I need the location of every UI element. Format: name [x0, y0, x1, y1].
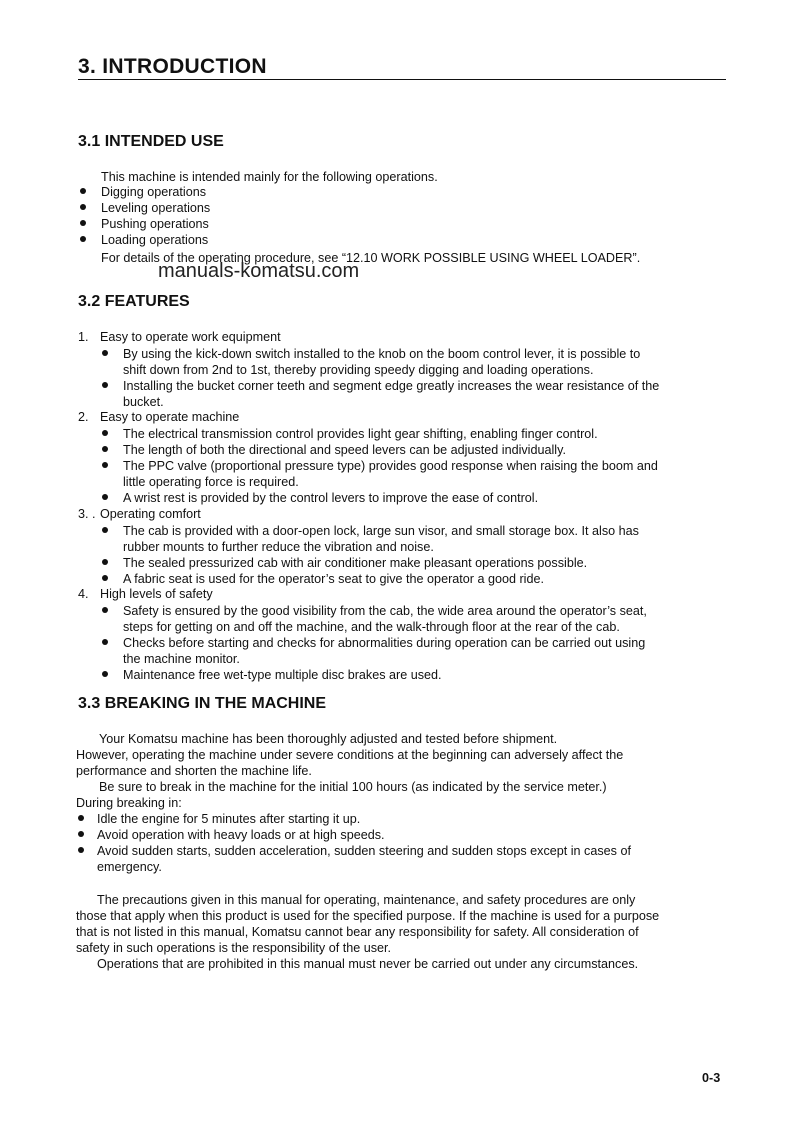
prohibited-operations-text: Operations that are prohibited in this manual must never be carried out under any circumstances.	[97, 957, 639, 971]
bullet-dot	[80, 204, 86, 210]
precautions-text: The precautions given in this manual for operating, maintenance, and safety procedures are only	[97, 893, 636, 907]
bullet-dot	[102, 639, 108, 645]
feature-line: The length of both the directional and speed levers can be adjusted individually.	[123, 443, 566, 457]
bullet-dot	[78, 831, 84, 837]
feature-group-label: High levels of safety	[100, 587, 213, 601]
list-number: 3. .	[78, 507, 96, 521]
feature-line: The cab is provided with a door-open lock, large sun visor, and small storage box. It also has	[123, 524, 639, 538]
intended-use-intro: This machine is intended mainly for the following operations.	[101, 170, 438, 184]
breaking-in-text: performance and shorten the machine life.	[76, 764, 312, 778]
feature-group-label: Operating comfort	[100, 507, 201, 521]
intended-use-details: For details of the operating procedure, see “12.10 WORK POSSIBLE USING WHEEL LOADER”.	[101, 251, 641, 265]
bullet-dot	[78, 815, 84, 821]
bullet-dot	[102, 430, 108, 436]
precautions-text: those that apply when this product is used for the specified purpose. If the machine is used for a purpose	[76, 909, 660, 923]
feature-line: The electrical transmission control provides light gear shifting, enabling finger control.	[123, 427, 598, 441]
breaking-in-item: Avoid operation with heavy loads or at high speeds.	[97, 828, 385, 842]
page-number: 0-3	[702, 1071, 721, 1085]
feature-line: A wrist rest is provided by the control levers to improve the ease of control.	[123, 491, 539, 505]
bullet-dot	[102, 607, 108, 613]
watermark: manuals-komatsu.com	[158, 260, 360, 282]
feature-line: rubber mounts to further reduce the vibration and noise.	[123, 540, 434, 554]
bullet-dot	[102, 575, 108, 581]
section-heading-intended-use: 3.1 INTENDED USE	[78, 133, 224, 150]
title-rule	[78, 79, 726, 80]
bullet-dot	[102, 671, 108, 677]
feature-line: little operating force is required.	[123, 475, 299, 489]
bullet-dot	[102, 446, 108, 452]
intended-use-item: Digging operations	[101, 185, 207, 199]
bullet-dot	[102, 462, 108, 468]
intended-use-item: Leveling operations	[101, 201, 211, 215]
list-number: 4.	[78, 587, 89, 601]
precautions-text: that is not listed in this manual, Komatsu cannot bear any responsibility for safety. All consideration of	[76, 925, 639, 939]
intended-use-item: Pushing operations	[101, 217, 209, 231]
feature-group-label: Easy to operate machine	[100, 410, 240, 424]
feature-line: steps for getting on and off the machine, and the walk-through floor at the rear of the cab.	[123, 620, 620, 634]
feature-line: Maintenance free wet-type multiple disc brakes are used.	[123, 668, 442, 682]
bullet-dot	[102, 527, 108, 533]
feature-line: the machine monitor.	[123, 652, 240, 666]
page-title: 3. INTRODUCTION	[78, 55, 267, 78]
breaking-in-text: Your Komatsu machine has been thoroughly adjusted and tested before shipment.	[99, 732, 558, 746]
feature-line: Installing the bucket corner teeth and segment edge greatly increases the wear resistance of the	[123, 379, 660, 393]
bullet-dot	[102, 494, 108, 500]
breaking-in-text: During breaking in:	[76, 796, 182, 810]
breaking-in-text: Be sure to break in the machine for the initial 100 hours (as indicated by the service meter.)	[99, 780, 607, 794]
bullet-dot	[78, 847, 84, 853]
list-number: 2.	[78, 410, 89, 424]
bullet-dot	[102, 559, 108, 565]
feature-line: The PPC valve (proportional pressure type) provides good response when raising the boom and	[123, 459, 658, 473]
list-number: 1.	[78, 330, 89, 344]
bullet-dot	[102, 382, 108, 388]
breaking-in-item: emergency.	[97, 860, 162, 874]
feature-line: Safety is ensured by the good visibility from the cab, the wide area around the operator’s seat,	[123, 604, 647, 618]
section-heading-features: 3.2 FEATURES	[78, 293, 190, 310]
breaking-in-text: However, operating the machine under severe conditions at the beginning can adversely affect the	[76, 748, 624, 762]
breaking-in-item: Idle the engine for 5 minutes after starting it up.	[97, 812, 361, 826]
bullet-dot	[80, 188, 86, 194]
feature-line: The sealed pressurized cab with air conditioner make pleasant operations possible.	[123, 556, 588, 570]
feature-line: Checks before starting and checks for abnormalities during operation can be carried out using	[123, 636, 646, 650]
feature-line: shift down from 2nd to 1st, thereby providing speedy digging and loading operations.	[123, 363, 594, 377]
feature-line: bucket.	[123, 395, 164, 409]
bullet-dot	[80, 220, 86, 226]
precautions-text: safety in such operations is the responsibility of the user.	[76, 941, 392, 955]
feature-group-label: Easy to operate work equipment	[100, 330, 281, 344]
feature-line: By using the kick-down switch installed to the knob on the boom control lever, it is possible to	[123, 347, 641, 361]
breaking-in-item: Avoid sudden starts, sudden acceleration, sudden steering and sudden stops except in cases of	[97, 844, 631, 858]
bullet-dot	[102, 350, 108, 356]
section-heading-breaking-in: 3.3 BREAKING IN THE MACHINE	[78, 695, 327, 712]
intended-use-item: Loading operations	[101, 233, 209, 247]
bullet-dot	[80, 236, 86, 242]
feature-line: A fabric seat is used for the operator’s seat to give the operator a good ride.	[123, 572, 544, 586]
